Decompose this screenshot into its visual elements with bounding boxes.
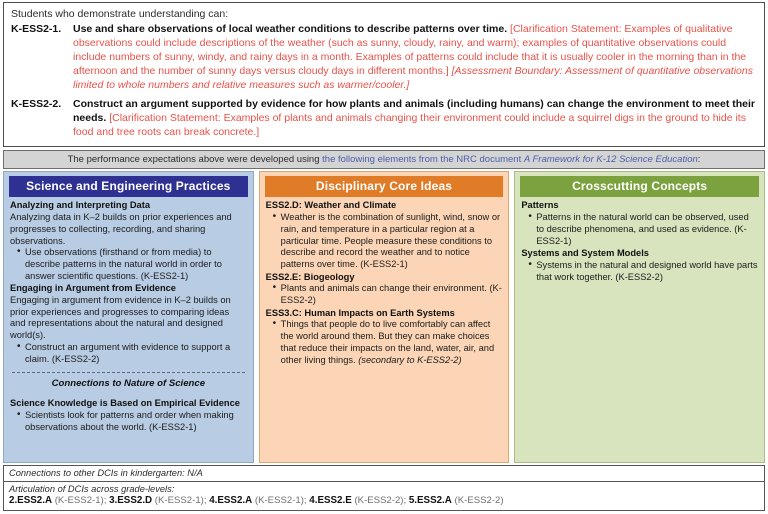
list-item: • Scientists look for patterns and order when making observations about the world. (K-ESS2-1) [25, 410, 247, 433]
framework-banner [3, 150, 765, 169]
connections-other-dcis-text: Connections to other DCIs in kindergarten: N/A [9, 468, 203, 478]
list-item-text: Things that people do to live comfortably can affect the world around them. But they can make choices that reduce their impacts on the land, water, air, and other living things. [280, 319, 495, 365]
articulation-ref: (K-ESS2-1); [154, 495, 207, 506]
pe-body [73, 98, 757, 140]
list-item-secondary-ref: (secondary to K-ESS2-2) [358, 354, 462, 365]
list-item: • Use observations (firsthand or from media) to describe patterns in the natural world in order to answer scientific questions. (K-ESS2-1) [25, 247, 247, 282]
column-science-engineering-practices [3, 171, 254, 463]
articulation-line [3, 482, 765, 511]
pe-code-label: K-ESS2-2. [11, 98, 62, 111]
column-header-crosscutting: Crosscutting Concepts [520, 176, 759, 197]
articulation-ref: (K-ESS2-1); [54, 495, 107, 506]
performance-expectations-box [3, 2, 765, 147]
section-title: Systems and System Models [521, 248, 649, 259]
list-item: • Patterns in the natural world can be observed, used to describe phenomena, and used as evidence. (K-ESS2-1) [536, 212, 758, 247]
list-item: • Plants and animals can change their environment. (K-ESS2-2) [281, 283, 503, 306]
bullet-list [266, 283, 503, 306]
bullet-list [266, 212, 503, 271]
articulation-code: 2.ESS2.A [9, 495, 53, 506]
articulation-ref: (K-ESS2-1); [254, 495, 307, 506]
three-column-region [3, 171, 765, 463]
section-title: ESS3.C: Human Impacts on Earth Systems [265, 307, 455, 318]
dashed-divider [12, 372, 245, 373]
column-crosscutting-concepts [514, 171, 765, 463]
section-title: Patterns [521, 200, 559, 211]
banner-tail-text: : [697, 154, 701, 165]
pe-statement: Construct an argument supported by evidence for how plants and animals (including humans) can change the environment to meet their needs. [73, 98, 756, 125]
bullet-list [10, 247, 247, 282]
pe-statement: Use and share observations of local weather conditions to describe patterns over time. [73, 23, 508, 36]
pe-body [73, 23, 757, 92]
articulation-ref: (K-ESS2-2) [454, 495, 504, 506]
column-body-core-ideas [260, 200, 509, 371]
bullet-list [10, 342, 247, 365]
bullet-list [521, 260, 758, 283]
connections-to-nature-of-science-title: Connections to Nature of Science [51, 378, 206, 390]
articulation-code: 5.ESS2.A [408, 495, 452, 506]
section-paragraph: Engaging in argument from evidence in K–2 builds on prior experiences and progresses to comparing ideas and representations about the natural and designed world(s). [10, 295, 231, 341]
articulation-code: 3.ESS2.D [109, 495, 153, 506]
banner-document-title: A Framework for K-12 Science Education [523, 154, 698, 165]
performance-expectation-row [11, 23, 757, 92]
pe-assessment-boundary: [Assessment Boundary: Assessment of quantitative observations limited to whole numbers and relative measures such as warmer/cooler.] [73, 64, 753, 91]
articulation-label: Articulation of DCIs across grade-levels: [9, 484, 175, 494]
list-item [281, 319, 503, 366]
articulation-code: 4.ESS2.E [309, 495, 352, 506]
list-item: • Systems in the natural and designed world have parts that work together. (K-ESS2-2) [536, 260, 758, 283]
section-title: ESS2.E: Biogeology [265, 271, 355, 282]
column-header-core-ideas: Disciplinary Core Ideas [265, 176, 504, 197]
bullet-list [266, 319, 503, 366]
articulation-code: 4.ESS2.A [209, 495, 253, 506]
pe-code-label: K-ESS2-1. [11, 23, 62, 36]
column-disciplinary-core-ideas [259, 171, 510, 463]
section-title: Science Knowledge is Based on Empirical Evidence [10, 398, 240, 409]
connections-other-dcis-line [3, 465, 765, 482]
banner-link-text[interactable]: the following elements from the NRC document [322, 154, 524, 165]
performance-expectation-row [11, 98, 757, 140]
footer-region [3, 465, 765, 511]
section-title: Engaging in Argument from Evidence [10, 283, 176, 294]
pe-clarification-statement: [Clarification Statement: Examples of plants and animals changing their environment could include a squirrel digs in the ground to hide its food and tree roots can break concrete.] [73, 112, 746, 139]
pe-intro-text: Students who demonstrate understanding can: [11, 8, 229, 20]
column-body-practices [4, 200, 253, 438]
bullet-list [10, 410, 247, 433]
section-paragraph: Analyzing data in K–2 builds on prior experiences and progresses to collecting, recording, and sharing observations. [10, 212, 232, 246]
articulation-items [9, 495, 759, 506]
section-title: ESS2.D: Weather and Climate [265, 200, 397, 211]
column-header-practices: Science and Engineering Practices [9, 176, 248, 197]
articulation-ref: (K-ESS2-2); [354, 495, 407, 506]
bullet-list [521, 212, 758, 247]
banner-lead-text: The performance expectations above were developed using [67, 154, 323, 165]
list-item: • Construct an argument with evidence to support a claim. (K-ESS2-2) [25, 342, 247, 365]
section-title: Analyzing and Interpreting Data [10, 200, 150, 211]
column-body-crosscutting [515, 200, 764, 288]
pe-clarification-statement: [Clarification Statement: Examples of qualitative observations could include descriptions of the weather (such as sunny, cloudy, rainy, and warm); examples of quantitative observations could include numbers of sunny, windy, and rainy days in a month. Examples of patterns could include that it is usually cooler in the morning than in the afternoon and the number of sunny days versus cloudy days in different months.] [73, 23, 747, 77]
list-item: • Weather is the combination of sunlight, wind, snow or rain, and temperature in a particular region at a particular time. People measure these conditions to describe and record the weather and to notice patterns over time. (K-ESS2-1) [281, 212, 503, 271]
